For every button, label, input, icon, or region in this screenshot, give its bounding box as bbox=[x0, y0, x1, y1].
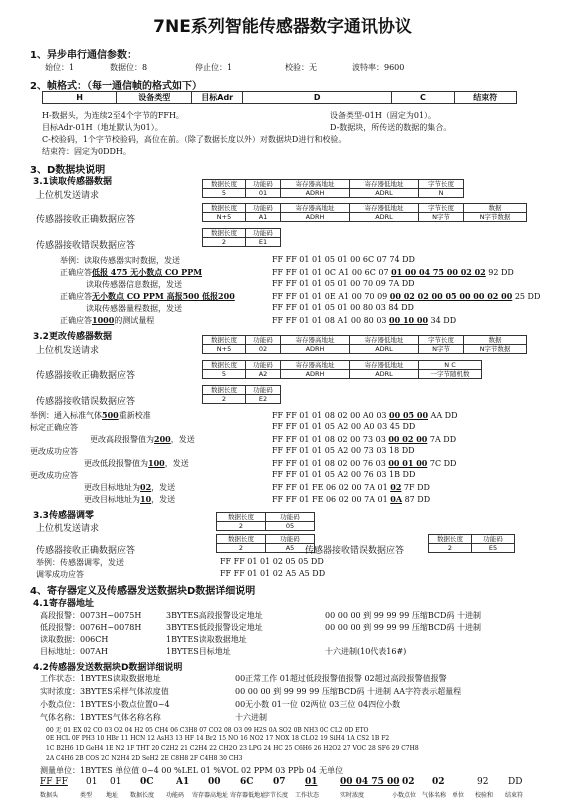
byte-label: 类型 bbox=[80, 792, 93, 799]
example-bytes: FF FF 01 01 05 01 00 6C 07 74 DD bbox=[272, 255, 415, 264]
byte-label: 气体名称 bbox=[422, 792, 447, 799]
header-cell: 数据长度 bbox=[203, 336, 246, 345]
frame-desc: C-校验码，1个字节校验码，高位在前。（除了数据长度以外）对数据块D进行和校验。 bbox=[42, 135, 347, 144]
register-desc: 1BYTES读取数据地址 bbox=[166, 635, 247, 644]
header-cell: 功能码 bbox=[246, 180, 281, 189]
value-cell: E1 bbox=[246, 238, 281, 247]
byte-label: 实时浓度 bbox=[340, 792, 365, 799]
header-cell: 数据长度 bbox=[203, 180, 246, 189]
header-cell: 数据长度 bbox=[217, 535, 266, 544]
example-text: 正确应答1000的测试量程 bbox=[60, 315, 155, 325]
value-cell: A5 bbox=[266, 544, 315, 553]
example-byte: 6C bbox=[240, 777, 254, 787]
example-bytes: FF FF 01 01 02 A5 A5 DD bbox=[220, 569, 326, 578]
example-text: 更改高段报警值为200，发送 bbox=[90, 434, 195, 444]
value-cell: N字节数据 bbox=[464, 345, 527, 354]
gas-code-list: 0E HCL 0F PH3 10 HBr 11 HCN 12 AsH3 13 HF 14 Br2 15 NO 16 NO2 17 NOX 18 CLO2 19 SiH4 1A CS2 1B F2 bbox=[46, 735, 390, 742]
frame-cell: 目标Adr bbox=[192, 92, 243, 104]
byte-label: 寄存器高地址 bbox=[192, 792, 229, 799]
header-cell: 字节长度 bbox=[419, 336, 464, 345]
header-cell: 功能码 bbox=[266, 535, 315, 544]
frame-cell: D bbox=[242, 92, 391, 104]
frame-desc: 结束符：固定为0DDH。 bbox=[42, 147, 131, 156]
value-cell: ADRL bbox=[350, 213, 419, 222]
frame-desc: D-数据块，所传送的数据的集合。 bbox=[330, 123, 452, 132]
register-name: 低段报警：0076H~0078H bbox=[40, 623, 142, 632]
write-request-table bbox=[202, 335, 527, 354]
value-cell: ADRH bbox=[281, 345, 350, 354]
frame-cell: 设备类型 bbox=[117, 92, 192, 104]
value-cell: ADRH bbox=[281, 213, 350, 222]
example-text: 举例：读取传感器实时数据，发送 bbox=[60, 256, 180, 265]
value-cell: ADRH bbox=[281, 189, 350, 198]
example-bytes: FF FF 01 01 08 02 00 A0 03 00 05 00 AA DD bbox=[272, 410, 458, 420]
header-cell: 寄存器高地址 bbox=[281, 204, 350, 213]
frame-format-table bbox=[42, 91, 517, 104]
read-request-table bbox=[202, 179, 464, 198]
data-bits: 数据位：8 bbox=[110, 63, 148, 72]
header-cell: 寄存器高地址 bbox=[281, 336, 350, 345]
value-cell: 02 bbox=[246, 345, 281, 354]
value-cell: 2 bbox=[217, 522, 266, 531]
frame-desc: 设备类型-01H（固定为01）。 bbox=[330, 111, 437, 120]
section-4-heading: 4、寄存器定义及传感器发送数据块D数据详细说明 bbox=[30, 586, 256, 597]
value-cell: N+5 bbox=[203, 213, 246, 222]
ok-response-label: 传感器接收正确数据应答 bbox=[36, 215, 136, 225]
example-bytes: FF FF 01 01 0C A1 00 6C 07 01 00 04 75 00 02 02 92 DD bbox=[272, 267, 514, 277]
parity: 校验：无 bbox=[285, 63, 317, 72]
frame-desc: H-数据头，为连续2至4个字节的FFH。 bbox=[42, 111, 184, 120]
frame-cell: C bbox=[392, 92, 454, 104]
example-intro: 举例：通入标准气体500重新校准 bbox=[30, 410, 151, 420]
example-text: 调零成功应答 bbox=[36, 570, 84, 579]
example-byte: 01 bbox=[305, 777, 318, 787]
value-cell: ADRH bbox=[281, 370, 350, 379]
register-range: 00 00 00 到 99 99 99 压缩BCD码 十进制 bbox=[325, 623, 481, 632]
write-error-table bbox=[202, 385, 281, 404]
example-byte: A1 bbox=[176, 777, 190, 787]
value-cell: 5 bbox=[203, 370, 246, 379]
header-cell: 数据长度 bbox=[203, 361, 246, 370]
value-cell: N+5 bbox=[203, 345, 246, 354]
byte-label: 校验和 bbox=[475, 792, 494, 799]
field-desc: 00 00 00 到 99 99 99 压缩BCD码 十进制 AA字符表示超量程 bbox=[235, 687, 462, 696]
header-cell: 字节长度 bbox=[419, 180, 464, 189]
value-cell: E2 bbox=[246, 395, 281, 404]
section-2-heading: 2、帧格式：（每一通信帧的格式如下） bbox=[30, 81, 202, 92]
header-cell: 数据长度 bbox=[217, 513, 266, 522]
example-bytes: FF FF 01 01 08 A1 00 80 03 00 10 00 34 DD bbox=[272, 315, 457, 325]
field-name: 小数点位：1BYTES小数点位置0~4 bbox=[40, 700, 170, 709]
frame-cell: H bbox=[43, 92, 117, 104]
start-bit: 始位：1 bbox=[45, 63, 75, 72]
example-text: 读取传感器量程数据，发送 bbox=[86, 304, 182, 313]
section-4-2-heading: 4.2传感器发送数据块D数据详细说明 bbox=[33, 663, 183, 673]
stop-bit: 停止位：1 bbox=[195, 63, 233, 72]
register-name: 读取数据：006CH bbox=[40, 635, 109, 644]
header-cell: 寄存器高地址 bbox=[281, 180, 350, 189]
request-label: 上位机发送请求 bbox=[36, 524, 100, 534]
byte-label: 寄存器低地址 bbox=[230, 792, 267, 799]
error-response-label: 传感器接收错误数据应答 bbox=[305, 546, 405, 556]
value-cell: N字节数据 bbox=[464, 213, 527, 222]
register-desc: 1BYTES目标地址 bbox=[166, 647, 231, 656]
ok-response-label: 传感器接收正确数据应答 bbox=[36, 546, 136, 556]
value-cell: A2 bbox=[246, 370, 281, 379]
header-cell: 功能码 bbox=[246, 386, 281, 395]
example-bytes: FF FF 01 01 05 01 00 80 03 84 DD bbox=[272, 303, 414, 312]
request-label: 上位机发送请求 bbox=[36, 346, 100, 356]
example-bytes: FF FF 01 01 08 02 00 76 03 00 01 00 7C DD bbox=[272, 458, 457, 468]
field-desc: 00正常工作 01超过低段报警值报警 02超过高段报警值报警 bbox=[235, 674, 447, 683]
baud-rate: 波特率：9600 bbox=[352, 63, 405, 72]
value-cell: ADRL bbox=[350, 345, 419, 354]
byte-label: 单位 bbox=[452, 792, 465, 799]
value-cell: N字节 bbox=[419, 213, 464, 222]
header-cell: 数据长度 bbox=[203, 204, 246, 213]
header-cell: 功能码 bbox=[266, 513, 315, 522]
example-byte: 00 04 75 00 bbox=[340, 777, 400, 787]
example-bytes: FF FF 01 FE 06 02 00 7A 01 02 7F DD bbox=[272, 482, 430, 492]
register-range: 00 00 00 到 99 99 99 压缩BCD码 十进制 bbox=[325, 611, 481, 620]
section-3-2-heading: 3.2更改传感器数据 bbox=[33, 332, 112, 342]
value-cell: 01 bbox=[246, 189, 281, 198]
section-1-heading: 1、异步串行通信参数： bbox=[30, 50, 137, 61]
byte-label: 小数点位 bbox=[392, 792, 417, 799]
value-cell: A1 bbox=[246, 213, 281, 222]
field-desc: 00无小数 01一位 02两位 03三位 04四位小数 bbox=[235, 700, 401, 709]
value-cell: ADRL bbox=[350, 370, 419, 379]
section-3-heading: 3、D数据块说明 bbox=[30, 165, 106, 176]
example-byte: 07 bbox=[273, 777, 286, 787]
units-line: 测量单位：1BYTES 单位值 0~4 00 %LEL 01 %VOL 02 PPM 03 PPb 04 无单位 bbox=[40, 766, 344, 775]
example-byte: 00 bbox=[208, 777, 221, 787]
header-cell: 功能码 bbox=[246, 361, 281, 370]
example-text: 标定正确应答 bbox=[30, 423, 78, 432]
byte-label: 结束符 bbox=[505, 792, 524, 799]
value-cell: 5 bbox=[203, 189, 246, 198]
byte-label: 地址 bbox=[106, 792, 119, 799]
header-cell: 字节长度 bbox=[419, 204, 464, 213]
value-cell: ADRL bbox=[350, 189, 419, 198]
example-text: 正确应答无小数点 CO PPM 高报500 低报200 bbox=[60, 291, 235, 301]
section-3-1-heading: 3.1读取传感器数据 bbox=[33, 177, 112, 187]
example-bytes: FF FF 01 FE 06 02 00 7A 01 0A 87 DD bbox=[272, 494, 431, 504]
frame-cell: 结束符 bbox=[454, 92, 516, 104]
register-desc: 3BYTES低段报警设定地址 bbox=[166, 623, 263, 632]
example-text: 更改目标地址为10，发送 bbox=[84, 494, 176, 504]
zero-ok-table bbox=[216, 534, 315, 553]
example-bytes: FF FF 01 01 05 A2 00 A0 03 45 DD bbox=[272, 422, 416, 431]
gas-code-list: 00 无 01 EX 02 CO 03 O2 04 H2 05 CH4 06 C3H8 07 CO2 08 O3 09 H2S 0A SO2 0B NH3 0C CL2 0D ETO bbox=[46, 727, 369, 734]
header-cell: 功能码 bbox=[472, 535, 515, 544]
section-4-1-heading: 4.1寄存器地址 bbox=[33, 599, 94, 609]
example-text: 正确应答低报 475 无小数点 CO PPM bbox=[60, 267, 203, 277]
example-text: 更改成功应答 bbox=[30, 447, 78, 456]
example-byte: 01 bbox=[86, 777, 98, 787]
example-bytes: FF FF 01 01 05 A2 00 73 03 18 DD bbox=[272, 446, 415, 455]
header-cell: 数据 bbox=[464, 204, 527, 213]
register-desc: 3BYTES高段报警设定地址 bbox=[166, 611, 263, 620]
error-response-label: 传感器接收错误数据应答 bbox=[36, 397, 136, 407]
byte-label: 工作状态 bbox=[295, 792, 320, 799]
section-3-3-heading: 3.3传感器调零 bbox=[33, 511, 94, 521]
request-label: 上位机发送请求 bbox=[36, 191, 100, 201]
register-name: 高段报警：0073H~0075H bbox=[40, 611, 142, 620]
byte-label: 功能码 bbox=[166, 792, 185, 799]
header-cell: 寄存器低地址 bbox=[350, 336, 419, 345]
register-range: 十六进制(10代表16#) bbox=[325, 647, 407, 656]
example-text: 举例：传感器调零，发送 bbox=[36, 558, 124, 567]
example-text: 读取传感器信息数据，发送 bbox=[86, 280, 182, 289]
field-name: 实时浓度：3BYTES采样气体浓度值 bbox=[40, 687, 169, 696]
header-cell: 功能码 bbox=[246, 229, 281, 238]
example-text: 更改成功应答 bbox=[30, 471, 78, 480]
ok-response-label: 传感器接收正确数据应答 bbox=[36, 371, 136, 381]
page-title: 7NE系列智能传感器数字通讯协议 bbox=[153, 17, 412, 37]
register-name: 目标地址：007AH bbox=[40, 647, 109, 656]
value-cell: N字节 bbox=[419, 345, 464, 354]
value-cell: E5 bbox=[472, 544, 515, 553]
example-byte: 0C bbox=[140, 777, 154, 787]
error-response-label: 传感器接收错误数据应答 bbox=[36, 241, 136, 251]
zero-request-table bbox=[216, 512, 315, 531]
value-cell: 一字节随机数 bbox=[419, 370, 482, 379]
header-cell: 数据长度 bbox=[203, 229, 246, 238]
example-text: 更改目标地址为02，发送 bbox=[84, 482, 176, 492]
header-cell: 寄存器高地址 bbox=[281, 361, 350, 370]
gas-code-list: 2A C4H6 2B COS 2C N2H4 2D SeH2 2E C8H8 2F C4H8 30 CH3 bbox=[46, 755, 243, 762]
byte-label: 数据长度 bbox=[130, 792, 155, 799]
zero-error-table bbox=[428, 534, 515, 553]
header-cell: 功能码 bbox=[246, 336, 281, 345]
value-cell: 2 bbox=[203, 238, 246, 247]
field-name: 气体名称：1BYTES气体名称名称 bbox=[40, 713, 161, 722]
value-cell: 2 bbox=[203, 395, 246, 404]
header-cell: 数据 bbox=[464, 336, 527, 345]
field-name: 工作状态：1BYTES读取数据地址 bbox=[40, 674, 161, 683]
header-cell: N C bbox=[419, 361, 482, 370]
example-bytes: FF FF 01 01 0E A1 00 70 09 00 02 02 00 05 00 00 02 00 25 DD bbox=[272, 291, 541, 301]
byte-label: 字节长度 bbox=[264, 792, 289, 799]
example-bytes: FF FF 01 01 08 02 00 73 03 00 02 00 7A DD bbox=[272, 434, 457, 444]
header-cell: 功能码 bbox=[246, 204, 281, 213]
field-desc: 十六进制 bbox=[235, 713, 267, 722]
byte-label: 数据头 bbox=[40, 792, 59, 799]
value-cell: 2 bbox=[429, 544, 472, 553]
example-byte: FF FF bbox=[40, 777, 68, 787]
value-cell: 2 bbox=[217, 544, 266, 553]
example-byte: 02 bbox=[402, 777, 415, 787]
header-cell: 寄存器低地址 bbox=[350, 361, 419, 370]
read-ok-table bbox=[202, 203, 527, 222]
header-cell: 数据长度 bbox=[429, 535, 472, 544]
header-cell: 寄存器低地址 bbox=[350, 180, 419, 189]
example-text: 更改低段报警值为100，发送 bbox=[84, 458, 189, 468]
example-bytes: FF FF 01 01 05 A2 00 76 03 1B DD bbox=[272, 470, 416, 479]
read-error-table bbox=[202, 228, 281, 247]
frame-desc: 目标Adr-01H（地址默认为01）。 bbox=[42, 123, 163, 132]
example-byte: 92 bbox=[477, 777, 489, 787]
example-byte: DD bbox=[508, 777, 523, 787]
value-cell: N bbox=[419, 189, 464, 198]
gas-code-list: 1C B2H6 1D GeH4 1E N2 1F THT 20 C2H2 21 C2H4 22 CH2O 23 LPG 24 HC 25 C6H6 26 H2O2 27 VOC 28 SF6 29 C7H8 bbox=[46, 745, 419, 752]
example-bytes: FF FF 01 01 02 05 05 DD bbox=[220, 557, 324, 566]
example-byte: 02 bbox=[432, 777, 445, 787]
header-cell: 寄存器低地址 bbox=[350, 204, 419, 213]
value-cell: 05 bbox=[266, 522, 315, 531]
header-cell: 数据长度 bbox=[203, 386, 246, 395]
example-bytes: FF FF 01 01 05 01 00 70 09 7A DD bbox=[272, 279, 415, 288]
write-ok-table bbox=[202, 360, 482, 379]
example-byte: 01 bbox=[110, 777, 122, 787]
